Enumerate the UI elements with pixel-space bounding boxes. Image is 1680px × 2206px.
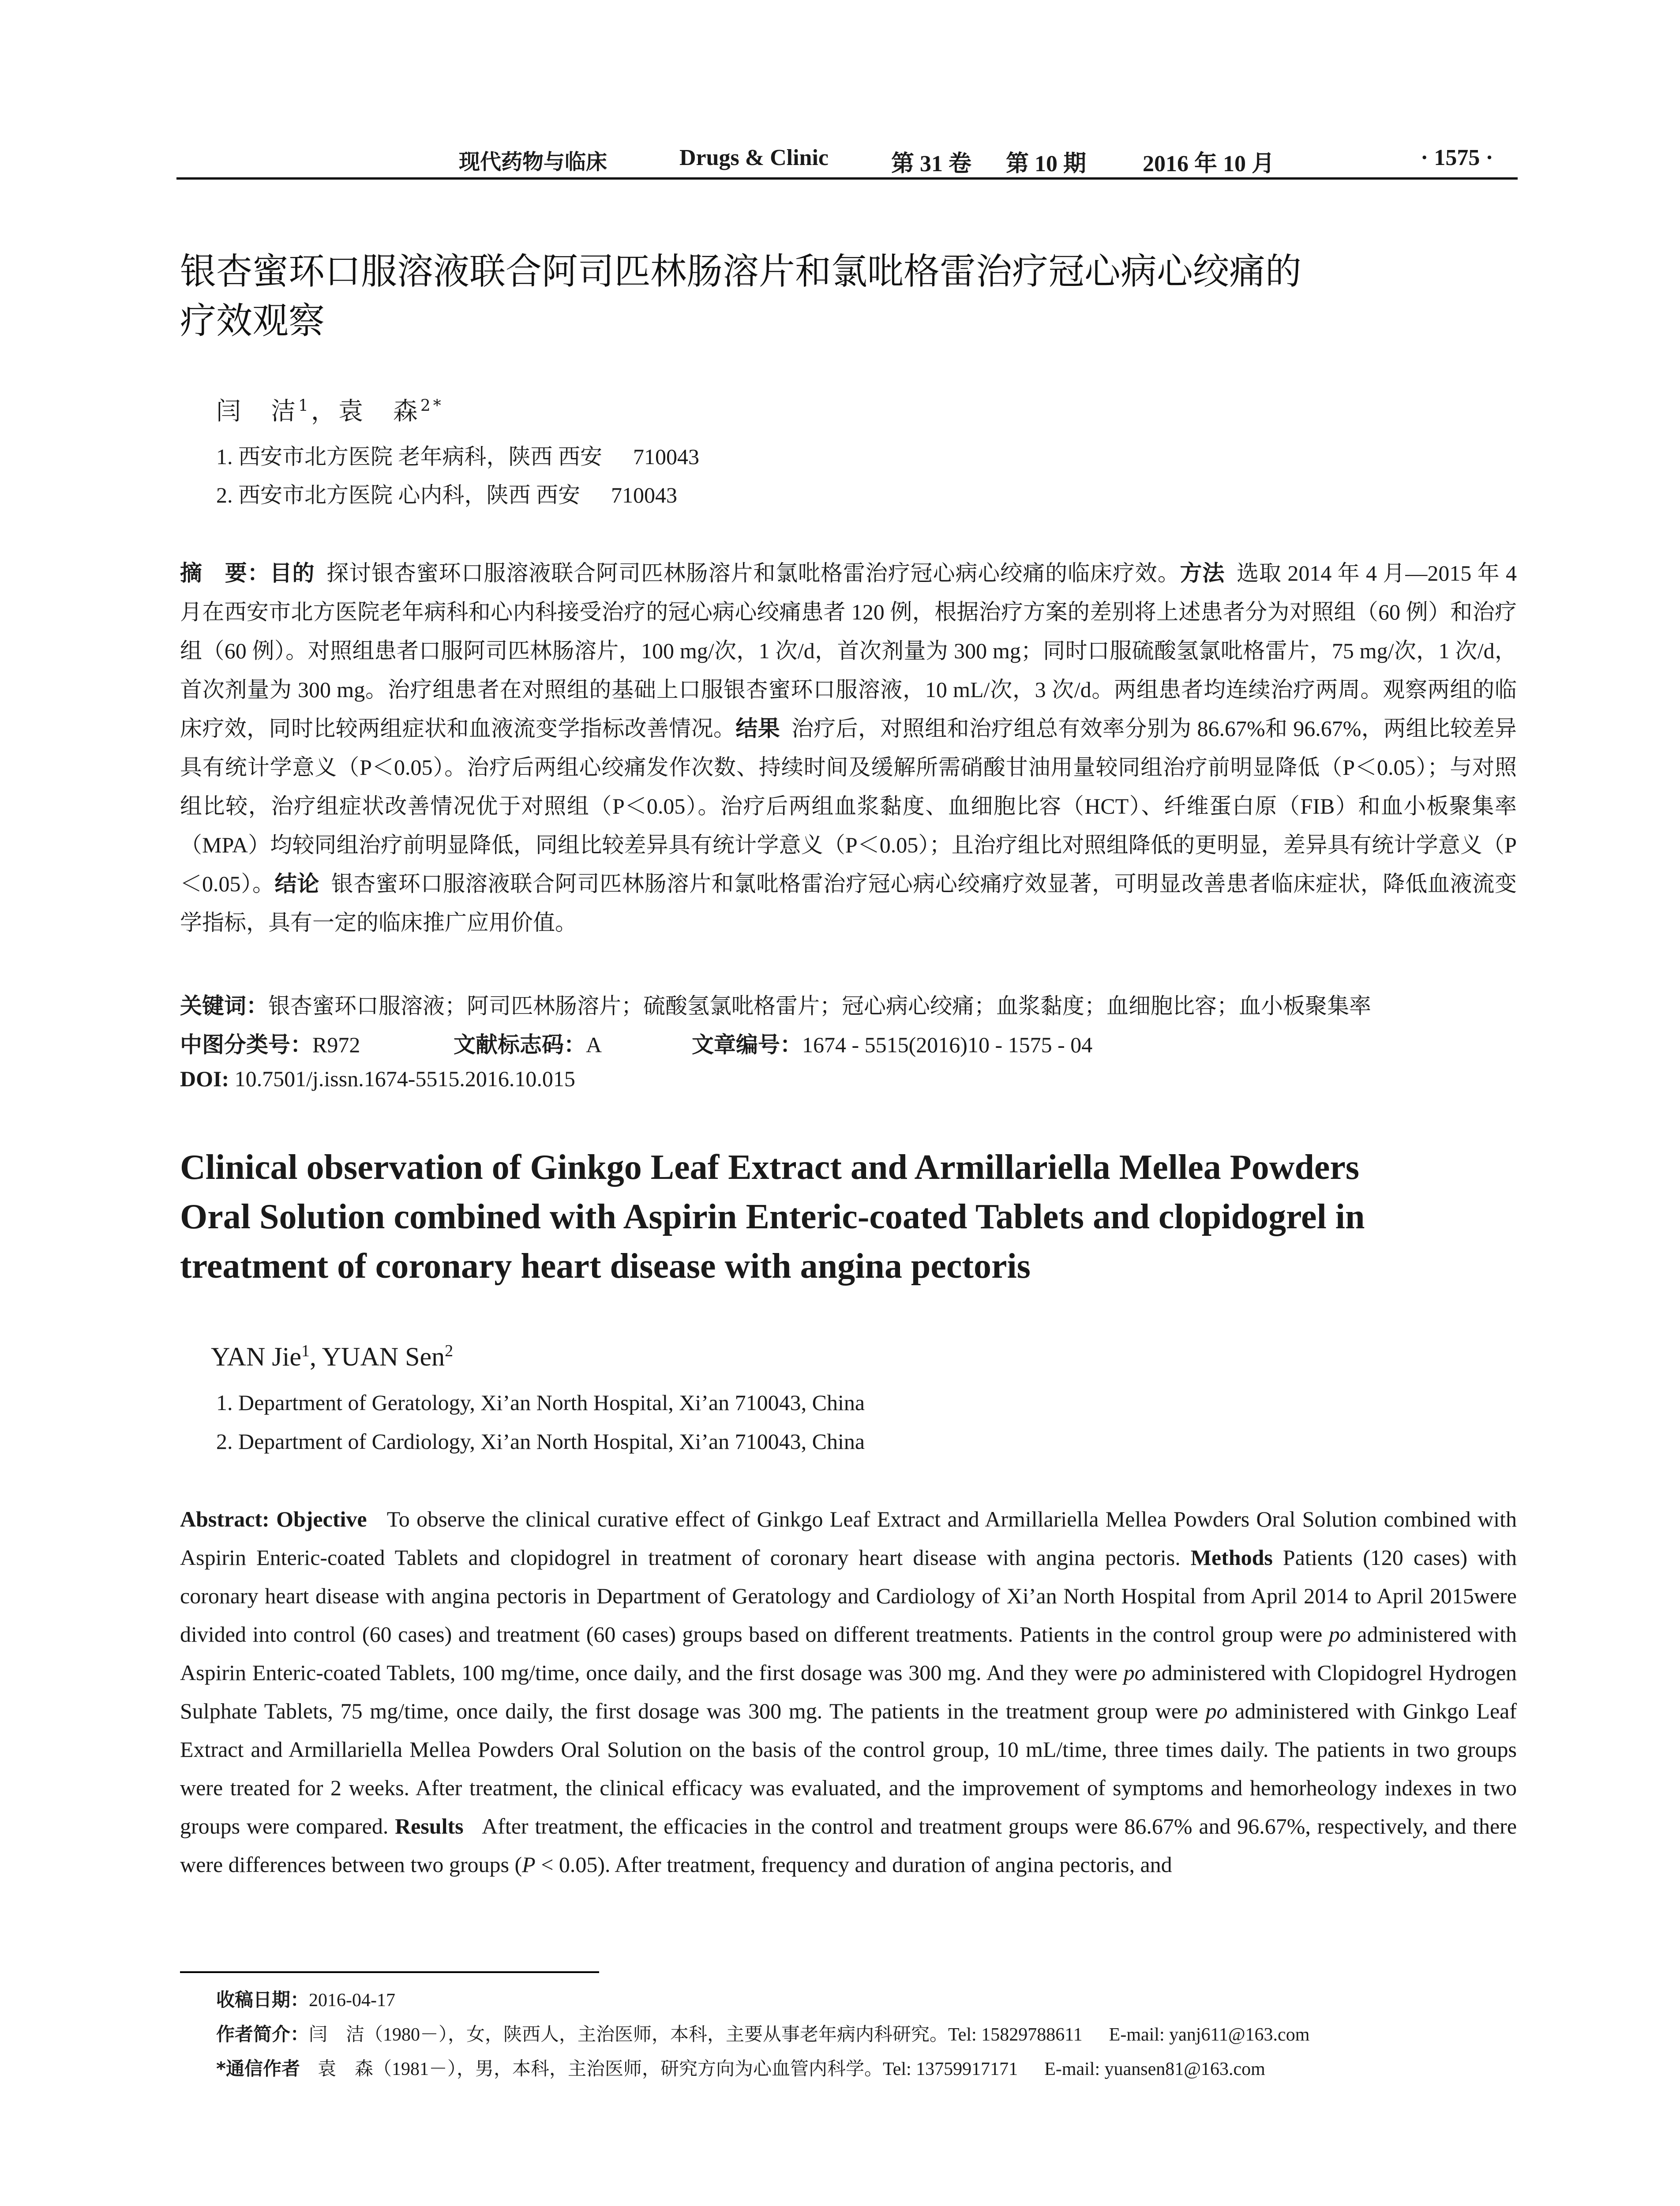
keywords-label: 关键词： (180, 993, 268, 1019)
header-rule (176, 177, 1518, 180)
page-number: · 1575 · (1421, 145, 1493, 170)
volume: 第 31 卷 (891, 151, 972, 176)
keywords-text: 银杏蜜环口服溶液；阿司匹林肠溶片；硫酸氢氯吡格雷片；冠心病心绞痛；血浆黏度；血细胞比容；血小板聚集率 (268, 994, 1371, 1018)
methods-text: Patients (120 cases) with coronary heart disease with angina pectoris in Department of Geratology and Cardiology of Xi’an North Hospital from April 2014 to April 2015were divided into control (60 cases) and treatment (60 cases) groups based on different treatments. Patients in the control group were (180, 1545, 1517, 1647)
doc-code-value: A (586, 1032, 602, 1057)
doc-code-label: 文献标志码： (454, 1032, 586, 1058)
issue: 第 10 期 (1006, 151, 1087, 176)
issue-date: 2016 年 10 月 (1143, 151, 1275, 176)
abstract-cn (180, 554, 1517, 942)
footnote-corresponding (216, 2054, 1265, 2081)
author-sup: 1 (301, 1342, 310, 1360)
title-en-line: Oral Solution combined with Aspirin Enteric-coated Tablets and clopidogrel in (180, 1197, 1365, 1236)
authors-cn (216, 392, 444, 427)
results-text: 治疗后，对照组和治疗组总有效率分别为 86.67%和 96.67%，两组比较差异具有统计学意义（P＜0.05）。治疗后两组心绞痛发作次数、持续时间及缓解所需硝酸甘油用量较同组治疗前明显降低（P＜0.05）；与对照组比较，治疗组症状改善情况优于对照组（P＜0.05）。治疗后两组血浆黏度、血细胞比容（HCT）、纤维蛋白原（FIB）和血小板聚集率（MPA）均较同组治疗前明显降低，同组比较差异具有统计学意义（P＜0.05）；且治疗组比对照组降低的更明显，差异具有统计学意义（P＜0.05）。 (180, 716, 1517, 896)
classification-line (180, 1027, 1092, 1059)
footnote-rule (180, 1971, 599, 1973)
author-sup: 1 (298, 397, 311, 415)
conclusion-label: 结论 (274, 871, 320, 897)
results-text: After treatment, the efficacies in the control and treatment groups were 86.67% and 96.67%, respectively, and there were differences between two groups ( (180, 1814, 1517, 1877)
abstract-label: 摘 要： (180, 560, 270, 586)
corr-text: 袁 森（1981－），男，本科，主治医师，研究方向为心血管内科学。Tel: 13759917171 (317, 2059, 1018, 2079)
methods-label: Methods (1190, 1545, 1273, 1570)
keywords (180, 988, 1371, 1020)
corr-label: *通信作者 (216, 2058, 300, 2079)
author-sup: 2 (445, 1342, 454, 1360)
methods-text: administered with Ginkgo Leaf Extract and Armillariella Mellea Powders Oral Solution on the basis of the control group, 10 mL/time, three times daily. The patients in two groups were treated for 2 weeks. After treatment, the clinical efficacy was evaluated, and the improvement of symptoms and hemorheology indexes in two groups were compared. (180, 1699, 1517, 1838)
article-no-label: 文章编号： (692, 1032, 802, 1058)
author-sup: 2* (420, 397, 444, 415)
methods-text: administered with Clopidogrel Hydrogen Sulphate Tablets, 75 mg/time, once daily, the first dosage was 300 mg. The patients in the treatment group were (180, 1660, 1517, 1723)
route-po: po (1205, 1699, 1228, 1723)
footnote-author-bio (216, 2020, 1309, 2046)
route-po: po (1123, 1660, 1146, 1685)
doi-value: 10.7501/j.issn.1674-5515.2016.10.015 (234, 1066, 575, 1091)
results-text: < 0.05). After treatment, frequency and duration of angina pectoris, and (541, 1852, 1172, 1877)
doi-label: DOI: (180, 1066, 229, 1091)
objective-text: 探讨银杏蜜环口服溶液联合阿司匹林肠溶片和氯吡格雷治疗冠心病心绞痛的临床疗效。 (326, 561, 1180, 585)
results-label: Results (395, 1814, 464, 1838)
affiliation-text: 1. 西安市北方医院 老年病科，陕西 西安 (216, 444, 602, 469)
received-date: 2016-04-17 (309, 1990, 395, 2011)
title-cn-line: 银杏蜜环口服溶液联合阿司匹林肠溶片和氯吡格雷治疗冠心病心绞痛的 (180, 251, 1302, 293)
affiliation-cn (216, 477, 677, 509)
objective-text: To observe the clinical curative effect of Ginkgo Leaf Extract and Armillariella Mellea Powders Oral Solution combined with Aspirin Enteric-coated Tablets and clopidogrel in treatment of coronary heart disease with angina pectoris. (180, 1507, 1517, 1570)
bio-label: 作者简介： (216, 2023, 309, 2045)
objective-label: 目的 (270, 560, 315, 586)
methods-text: administered with Aspirin Enteric-coated Tablets, 100 mg/time, once daily, and the first dosage was 300 mg. And they were (180, 1622, 1517, 1685)
doi-line (180, 1066, 575, 1092)
affiliation-cn (216, 439, 699, 471)
title-cn (180, 247, 1517, 346)
author-separator: , (310, 1342, 322, 1371)
methods-label: 方法 (1180, 560, 1225, 586)
corr-email: E-mail: yuansen81@163.com (1044, 2059, 1265, 2079)
author-name: 闫 洁 (216, 397, 298, 426)
title-en-line: Clinical observation of Ginkgo Leaf Extract and Armillariella Mellea Powders (180, 1148, 1360, 1187)
author-separator: ， (311, 397, 338, 426)
affiliation-text: 2. 西安市北方医院 心内科，陕西 西安 (216, 483, 580, 507)
clc-value: R972 (312, 1032, 360, 1057)
title-cn-line: 疗效观察 (180, 300, 325, 342)
authors-en (211, 1341, 453, 1372)
journal-name-en: Drugs & Clinic (679, 145, 829, 170)
affiliation-zip: 710043 (611, 483, 677, 507)
title-en (180, 1143, 1521, 1291)
title-en-line: treatment of coronary heart disease with angina pectoris (180, 1247, 1031, 1286)
abstract-en (180, 1500, 1517, 1884)
objective-label: Objective (276, 1507, 367, 1531)
author-name: 袁 森 (338, 397, 420, 426)
methods-text: 选取 2014 年 4 月—2015 年 4 月在西安市北方医院老年病科和心内科接受治疗的冠心病心绞痛患者 120 例，根据治疗方案的差别将上述患者分为对照组（60 例）和治疗组（60 例）。对照组患者口服阿司匹林肠溶片，100 mg/次，1 次/d，首次剂量为 300 mg；同时口服硫酸氢氯吡格雷片，75 mg/次，1 次/d，首次剂量为 300 mg。治疗组患者在对照组的基础上口服银杏蜜环口服溶液，10 mL/次，3 次/d。两组患者均连续治疗两周。观察两组的临床疗效，同时比较两组症状和血液流变学指标改善情况。 (180, 561, 1517, 741)
affiliation-en: 1. Department of Geratology, Xi’an North Hospital, Xi’an 710043, China (216, 1390, 865, 1415)
article-no-value: 1674 - 5515(2016)10 - 1575 - 04 (802, 1032, 1093, 1057)
results-label: 结果 (735, 716, 780, 741)
author-name: YUAN Sen (322, 1342, 445, 1371)
bio-text: 闫 洁（1980－），女，陕西人，主治医师，本科，主要从事老年病内科研究。Tel: 15829788611 (309, 2025, 1083, 2045)
conclusion-text: 银杏蜜环口服溶液联合阿司匹林肠溶片和氯吡格雷治疗冠心病心绞痛疗效显著，可明显改善患者临床症状，降低血液流变学指标，具有一定的临床推广应用价值。 (180, 871, 1517, 935)
author-name: YAN Jie (211, 1342, 301, 1371)
p-symbol: P (522, 1852, 536, 1877)
received-label: 收稿日期： (216, 1989, 309, 2011)
affiliation-en: 2. Department of Cardiology, Xi’an North Hospital, Xi’an 710043, China (216, 1429, 865, 1454)
route-po: po (1328, 1622, 1351, 1647)
footnote-received (216, 1985, 395, 2012)
journal-name-cn: 现代药物与临床 (459, 150, 608, 174)
clc-label: 中图分类号： (180, 1032, 312, 1058)
bio-email: E-mail: yanj611@163.com (1109, 2025, 1310, 2045)
affiliation-zip: 710043 (633, 444, 699, 469)
abstract-label: Abstract: (180, 1507, 270, 1531)
running-header (176, 140, 1518, 180)
